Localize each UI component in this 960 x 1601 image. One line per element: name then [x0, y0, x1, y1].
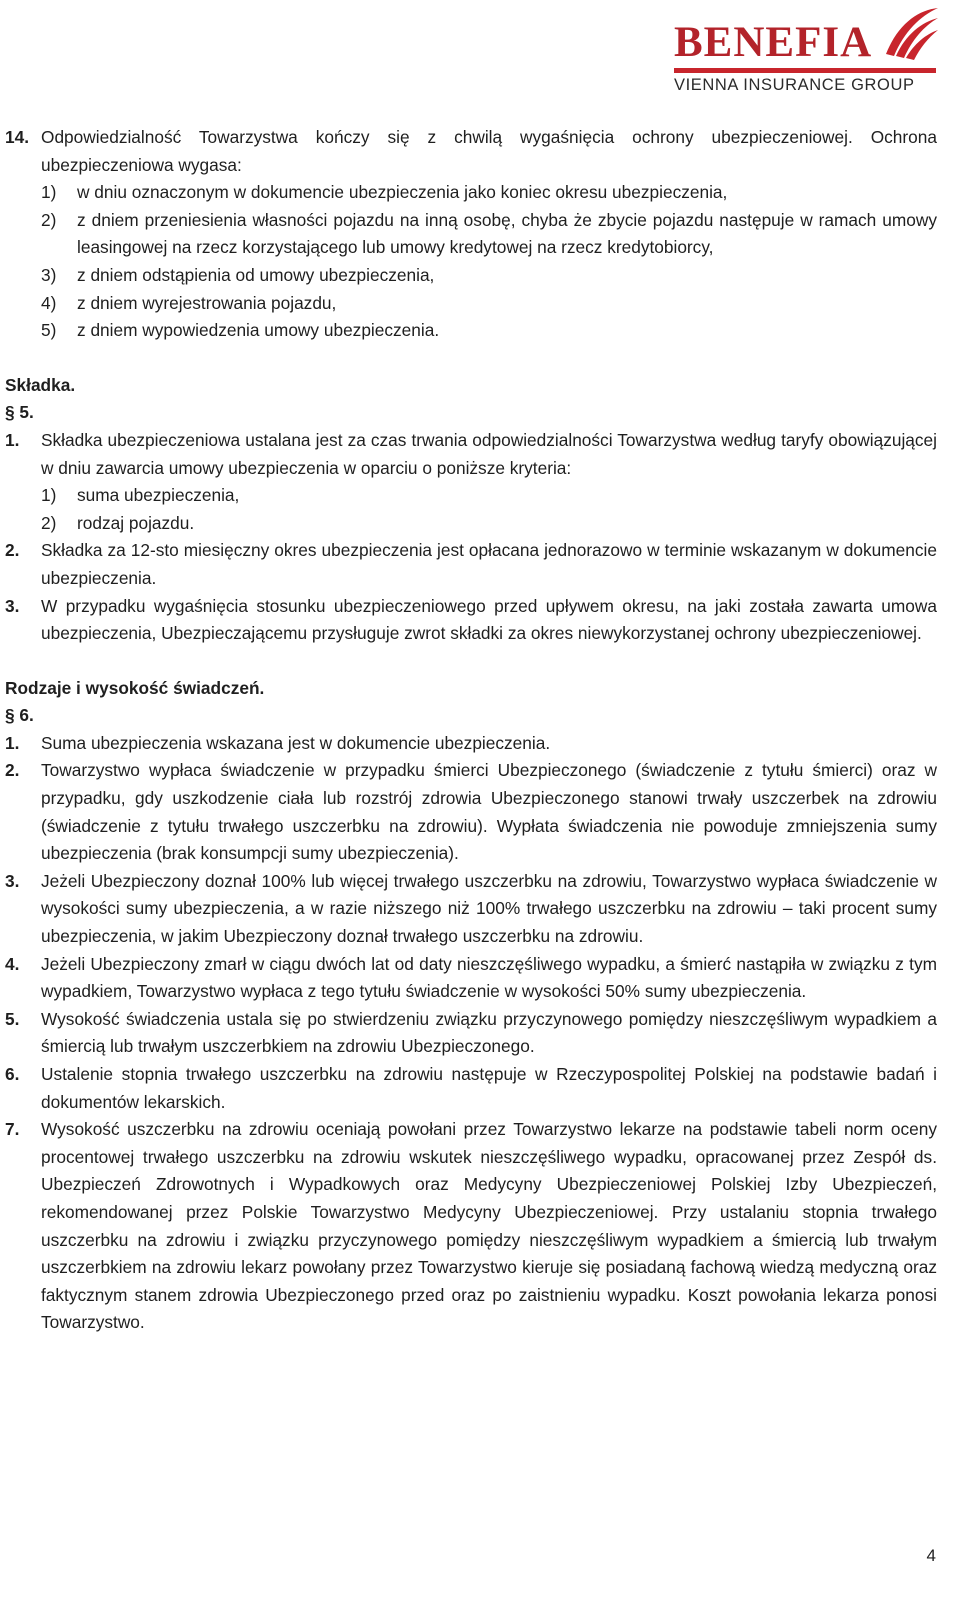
section-14	[5, 124, 937, 345]
point-4	[5, 951, 937, 1006]
list-item: 2) rodzaj pojazdu.	[41, 512, 195, 533]
point-number: 14.	[5, 127, 30, 147]
point-text: Składka za 12-sto miesięczny okres ubezpieczenia jest opłacana jednorazowo w terminie wskazanym w dokumencie ubezpieczenia.	[41, 540, 937, 588]
point-7	[5, 1116, 937, 1337]
benefia-logo-text: BENEFIA	[674, 19, 873, 66]
point-text: Wysokość świadczenia ustala się po stwierdzeniu związku przyczynowego pomiędzy nieszczęśliwym wypadkiem a śmiercią lub trwałym uszczerbkiem na zdrowiu Ubezpieczonego.	[41, 1008, 937, 1057]
list-item: 1) suma ubezpieczenia,	[41, 485, 240, 506]
point-number: 7.	[5, 1119, 20, 1140]
paragraph-number: § 5.	[5, 402, 34, 423]
point-text: Odpowiedzialność Towarzystwa kończy się z chwilą wygaśnięcia ochrony ubezpieczeniowej. Ochrona ubezpieczeniowa wygasa:	[41, 127, 937, 175]
list-item: 3) z dniem odstąpienia od umowy ubezpieczenia,	[41, 264, 435, 285]
point-text: Towarzystwo wypłaca świadczenie w przypadku śmierci Ubezpieczonego (świadczenie z tytułu śmierci) oraz w przypadku, gdy uszkodzenie ciała lub rozstrój zdrowia Ubezpieczonego stanowi trwały uszczerbek na zdrowiu (świadczenie z tytułu trwałego uszczerbku na zdrowiu). Wypłata świadczenia nie powoduje zmniejszenia sumy ubezpieczenia (brak konsumpcji sumy ubezpieczenia).	[41, 760, 937, 864]
point-1	[5, 730, 937, 758]
section-heading-skladka: Składka.	[5, 374, 76, 395]
point-text: Składka ubezpieczeniowa ustalana jest za czas trwania odpowiedzialności Towarzystwa według taryfy obowiązującej w dniu zawarcia umowy ubezpieczenia w oparciu o poniższe kryteria:	[41, 429, 937, 478]
point-text: Ustalenie stopnia trwałego uszczerbku na zdrowiu następuje w Rzeczypospolitej Polskiej na podstawie badań i dokumentów lekarskich.	[41, 1064, 937, 1112]
logo-red-rule	[674, 68, 936, 73]
point-number: 3.	[5, 870, 20, 891]
point-text: W przypadku wygaśnięcia stosunku ubezpieczeniowego przed upływem okresu, na jaki została zawarta umowa ubezpieczenia, Ubezpieczającemu przysługuje zwrot składki za okres niewykorzystanej ochrony ubezpieczeniowej.	[41, 595, 937, 644]
point-text: Jeżeli Ubezpieczony zmarł w ciągu dwóch lat od daty nieszczęśliwego wypadku, a śmierć nastąpiła w związku z tym wypadkiem, Towarzystwo wypłaca z tego tytułu świadczenie w wysokości 50% sumy ubezpieczenia.	[41, 953, 937, 1002]
point-2	[5, 757, 937, 867]
point-text: Suma ubezpieczenia wskazana jest w dokumencie ubezpieczenia.	[41, 732, 551, 753]
point-1	[5, 427, 937, 537]
point-number: 1.	[5, 732, 20, 753]
section-heading-swiadczenia: Rodzaje i wysokość świadczeń.	[5, 677, 265, 698]
point-text: Wysokość uszczerbku na zdrowiu oceniają powołani przez Towarzystwo lekarze na podstawie tabeli norm oceny procentowej trwałego uszczerbku na zdrowiu wskutek nieszczęśliwego wypadku, opracowanej przez Zespół ds. Ubezpieczeń Zdrowotnych i Wypadkowych oraz Medycyny Ubezpieczeniowej Polskiej Izby Ubezpieczeń, rekomendowanej przez Polskie Towarzystwo Medycyny Ubezpieczeniowej. Przy ustalaniu stopnia trwałego uszczerbku na zdrowiu i związku przyczynowego pomiędzy nieszczęśliwym wypadkiem a śmiercią lub trwałym uszczerbkiem na zdrowiu lekarz powołany przez Towarzystwo kieruje się posiadaną fachową wiedzą medyczną oraz faktycznym stanem zdrowia Ubezpieczonego przed oraz po zaistnieniu wypadku. Koszt powołania lekarza ponosi Towarzystwo.	[41, 1119, 937, 1333]
list-item: 5) z dniem wypowiedzenia umowy ubezpieczenia.	[41, 320, 440, 341]
point-3	[5, 868, 937, 951]
paragraph-number: § 6.	[5, 705, 34, 726]
logo-subtitle: VIENNA INSURANCE GROUP	[674, 76, 915, 94]
page-header	[0, 0, 960, 110]
point-number: 6.	[5, 1064, 20, 1084]
point-number: 2.	[5, 760, 20, 781]
point-number: 1.	[5, 429, 20, 450]
document-body	[5, 124, 937, 1337]
point-text: Jeżeli Ubezpieczony doznał 100% lub więcej trwałego uszczerbku na zdrowiu, Towarzystwo wypłaca świadczenie w wysokości sumy ubezpieczenia, a w razie niższego niż 100% trwałego uszczerbku na zdrowiu – taki procent sumy ubezpieczenia, w jakim Ubezpieczony doznał trwałego uszczerbku na zdrowiu.	[41, 870, 937, 947]
point-3	[5, 593, 937, 648]
point-number: 2.	[5, 540, 20, 561]
point-number: 4.	[5, 953, 20, 974]
point-number: 3.	[5, 595, 20, 616]
point-5	[5, 1006, 937, 1061]
list-item: 4) z dniem wyrejestrowania pojazdu,	[41, 292, 337, 313]
list-item: 1) w dniu oznaczonym w dokumencie ubezpieczenia jako koniec okresu ubezpieczenia,	[41, 182, 728, 203]
benefia-swoosh-icon	[880, 2, 940, 62]
point-2	[5, 537, 937, 592]
page-number: 4	[926, 1546, 936, 1565]
point-number: 5.	[5, 1008, 20, 1029]
list-item: 2) z dniem przeniesienia własności pojazdu na inną osobę, chyba że zbycie pojazdu następuje w ramach umowy leasingowej na rzecz korzystającego lub umowy kredytowej na rzecz kredytobiorcy,	[41, 209, 937, 258]
point-6	[5, 1061, 937, 1116]
